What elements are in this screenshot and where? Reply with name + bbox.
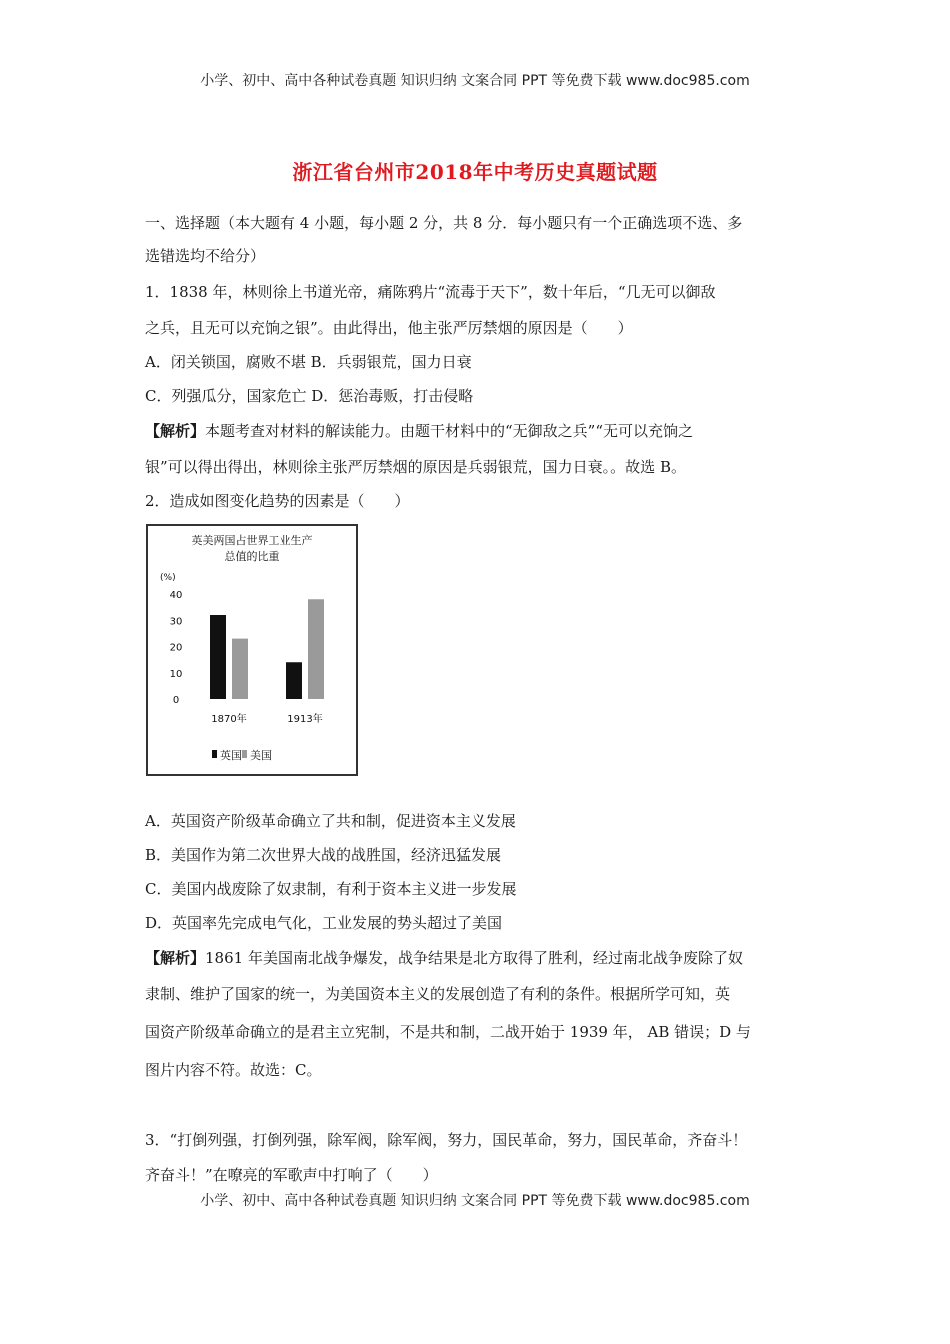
- q1-analysis-line2: 银”可以得出得出，林则徐主张严厉禁烟的原因是兵弱银荒，国力日衰。。故选 B。: [145, 458, 686, 476]
- chart-title-line2: 总值的比重: [224, 550, 280, 563]
- q3-stem-line2: 齐奋斗！”在嘹亮的军歌声中打响了（ ）: [145, 1166, 438, 1184]
- section-instructions-line1: 一、选择题（本大题有 4 小题，每小题 2 分，共 8 分．每小题只有一个正确选项不选、多: [145, 214, 743, 232]
- analysis-text: 1861 年美国南北战争爆发，战争结果是北方取得了胜利，经过南北战争废除了奴: [205, 949, 743, 967]
- page-header: 小学、初中、高中各种试卷真题 知识归纳 文案合同 PPT 等免费下载 www.doc985.com: [200, 73, 750, 89]
- y-tick-label: 20: [169, 642, 183, 654]
- q2-option-b: B．美国作为第二次世界大战的战胜国，经济迅猛发展: [145, 846, 502, 864]
- page-title: 浙江省台州市2018年中考历史真题试题: [292, 160, 658, 184]
- chart-svg: [148, 526, 356, 774]
- bar-英国-1870年: [210, 615, 226, 699]
- q2-option-c: C．美国内战废除了奴隶制，有利于资本主义进一步发展: [145, 880, 517, 898]
- y-tick-label: 40: [169, 590, 183, 601]
- legend-swatch-英国: [212, 750, 217, 758]
- q2-analysis-line1: [145, 948, 810, 968]
- y-tick-label: 0: [172, 695, 180, 706]
- q1-options-ab: A．闭关锁国，腐败不堪 B．兵弱银荒，国力日衰: [145, 353, 472, 371]
- q1-stem-line1: 1．1838 年，林则徐上书道光帝，痛陈鸦片“流毒于天下”，数十年后，“几无可以御敌: [145, 283, 716, 301]
- bar-美国-1913年: [308, 599, 324, 699]
- analysis-text: 本题考查对材料的解读能力。由题干材料中的“无御敌之兵”“无可以充饷之: [205, 422, 694, 440]
- section-instructions-line2: 选错选均不给分）: [145, 247, 266, 265]
- q2-option-a: A．英国资产阶级革命确立了共和制，促进资本主义发展: [145, 812, 516, 830]
- q1-analysis-line1: [145, 421, 810, 441]
- y-tick-label: 30: [169, 616, 183, 628]
- q3-stem-line1: 3．“打倒列强，打倒列强，除军阀，除军阀，努力，国民革命，努力，国民革命，齐奋斗！: [145, 1131, 748, 1149]
- legend-swatch-美国: [242, 750, 247, 758]
- analysis-label: 【解析】: [145, 949, 206, 967]
- bar-美国-1870年: [232, 639, 248, 699]
- q1-options-cd: C．列强瓜分，国家危亡 D．惩治毒贩，打击侵略: [145, 387, 474, 405]
- page-footer: 小学、初中、高中各种试卷真题 知识归纳 文案合同 PPT 等免费下载 www.doc985.com: [200, 1193, 750, 1209]
- q2-analysis-line3: 国资产阶级革命确立的是君主立宪制，不是共和制，二战开始于 1939 年， AB 错误；D 与: [145, 1023, 751, 1041]
- q2-analysis-line4: 图片内容不符。故选：C。: [145, 1061, 322, 1079]
- bar-英国-1913年: [286, 662, 302, 699]
- q1-stem-line2: 之兵，且无可以充饷之银”。由此得出，他主张严厉禁烟的原因是（ ）: [145, 319, 633, 337]
- y-tick-label: 10: [169, 668, 183, 680]
- q2-option-d: D．英国率先完成电气化，工业发展的势头超过了美国: [145, 914, 503, 932]
- q2-stem: 2．造成如图变化趋势的因素是（ ）: [145, 492, 410, 510]
- bar-chart: [146, 524, 358, 776]
- x-tick-label: 1913年: [287, 714, 323, 725]
- q2-analysis-line2: 隶制、维护了国家的统一，为美国资本主义的发展创造了有利的条件。根据所学可知，英: [145, 985, 731, 1003]
- x-tick-label: 1870年: [211, 714, 247, 725]
- chart-title-line1: 英美两国占世界工业生产: [191, 534, 313, 547]
- y-axis-label: (%): [160, 573, 176, 583]
- legend-label: 英国: [220, 749, 242, 762]
- legend-label: 美国: [250, 749, 272, 762]
- analysis-label: 【解析】: [145, 422, 206, 440]
